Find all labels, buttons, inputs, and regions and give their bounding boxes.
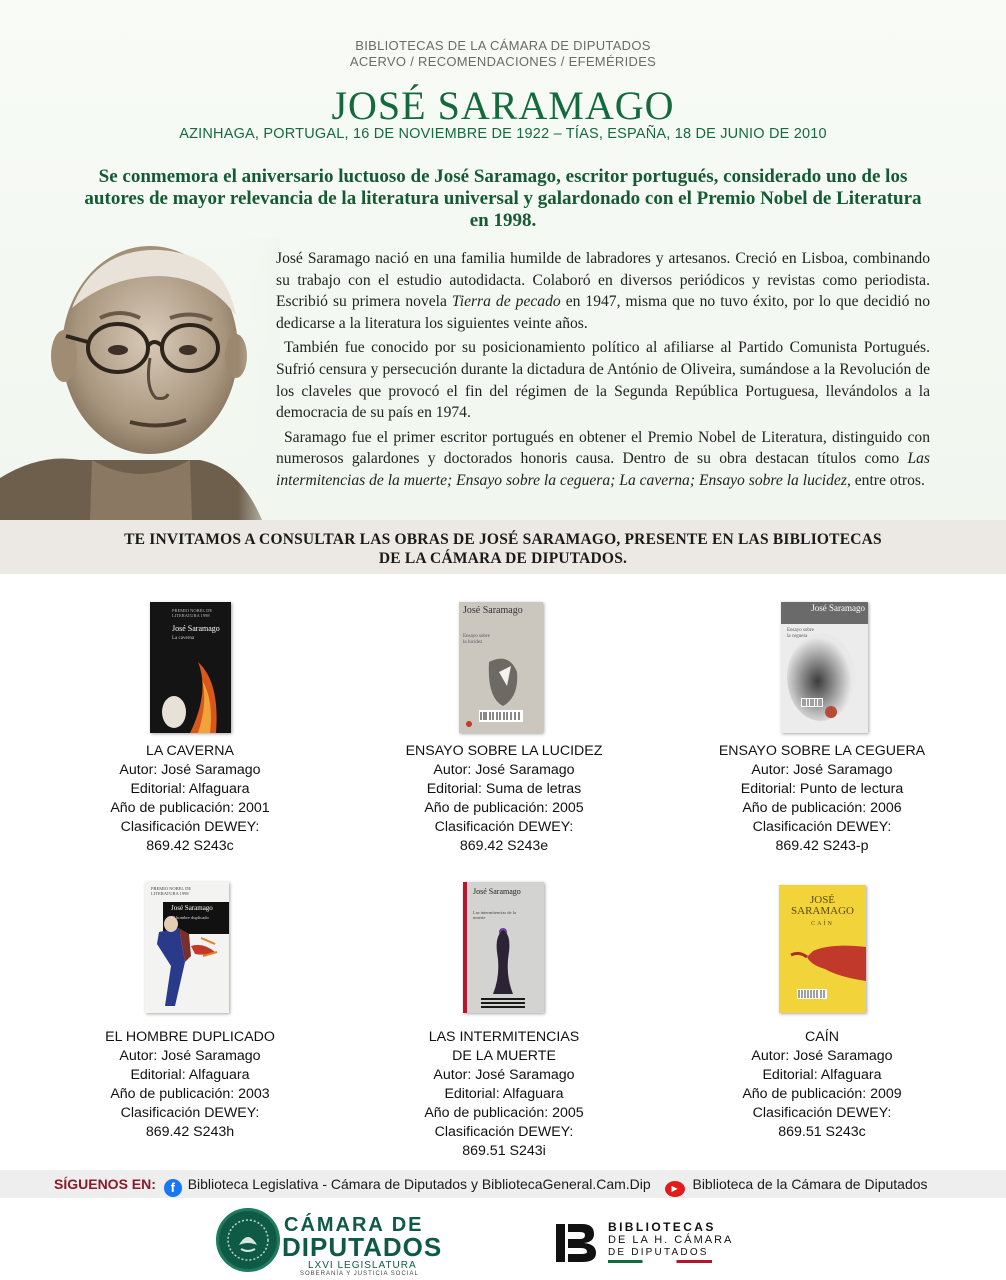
book-publisher: Editorial: Alfaguara [130,781,250,797]
cover-cain [779,885,866,1013]
book-title-reference: Tierra de pecado [451,293,561,311]
kicker [0,38,1006,70]
book-dewey: 869.51 S243i [462,1143,546,1159]
youtube-icon[interactable]: ▶ [665,1181,685,1197]
invite-text: TE INVITAMOS A CONSULTAR LAS OBRAS DE JOSÉ SARAMAGO, PRESENTE EN LAS BIBLIOTECAS DE LA CÁMARA DE DIPUTADOS. [124,531,882,567]
cover-ensayo-ceguera [781,602,868,733]
book-year: Año de publicación: 2006 [742,800,902,816]
book-author: Autor: José Saramago [751,1048,893,1064]
book-publisher: Editorial: Punto de lectura [740,781,904,797]
book-title: EL HOMBRE DUPLICADO [105,1029,275,1045]
camara-line-2: DIPUTADOS [282,1232,443,1262]
cover-ensayo-lucidez [459,602,543,733]
book-publisher: Editorial: Alfaguara [762,1067,882,1083]
youtube-link[interactable]: Biblioteca de la Cámara de Diputados [692,1176,928,1192]
bibliotecas-line-1: BIBLIOTECAS [608,1220,716,1234]
cover-author: JOSÉ SARAMAGO [791,894,854,917]
book-dewey: 869.51 S243c [778,1124,866,1140]
kicker-line-2: ACERVO / RECOMENDACIONES / EFEMÉRIDES [349,54,657,69]
book-title: ENSAYO SOBRE LA LUCIDEZ [405,743,603,759]
book-year: Año de publicación: 2009 [742,1086,902,1102]
cover-author: José Saramago [172,624,220,633]
cover-author: José Saramago [171,904,213,912]
book-titles-reference: Las intermitencias de la muerte; Ensayo sobre la ceguera; La caverna; Ensayo sobre la lucidez [276,450,930,489]
book-year: Año de publicación: 2005 [424,800,584,816]
cover-title: Ensayo sobre la ceguera [787,628,814,639]
author-portrait [0,238,280,520]
life-dates: AZINHAGA, PORTUGAL, 16 DE NOVIEMBRE DE 1922 – TÍAS, ESPAÑA, 18 DE JUNIO DE 2010 [179,126,827,142]
book-intermitencias [354,1028,654,1161]
cover-hombre-duplicado [145,882,229,1013]
book-dewey-label: Clasificación DEWEY: [434,1124,574,1140]
cover-title: La caverna [172,636,195,641]
book-dewey: 869.42 S243-p [775,838,869,854]
book-year: Año de publicación: 2005 [424,1105,584,1121]
book-dewey-label: Clasificación DEWEY: [434,819,574,835]
facebook-icon[interactable]: f [164,1179,182,1197]
book-dewey: 869.42 S243e [459,838,549,854]
cover-nobel-text: PREMIO NOBEL DE LITERATURA 1998 [172,608,213,618]
book-dewey-label: Clasificación DEWEY: [120,1105,260,1121]
book-author: Autor: José Saramago [119,1048,261,1064]
cover-title: Las intermitencias de la muerte [473,910,516,920]
book-publisher: Editorial: Alfaguara [130,1067,250,1083]
book-title: LA CAVERNA [145,743,235,759]
bio-paragraph-2: También fue conocido por su posicionamiento político al afiliarse al Partido Comunista Portugués. Sufrió censura y persecución durante la dictadura de António de Oliveira, sumándose a la Revolución de los claveles que provocó el fin del régimen de la Segunda República Portuguesa, llevándolos a la democracia de su país en 1974. [276,339,930,422]
camara-line-3: LXVI LEGISLATURA [308,1260,417,1271]
book-dewey-label: Clasificación DEWEY: [752,819,892,835]
camara-line-4: SOBERANÍA Y JUSTICIA SOCIAL [300,1271,419,1277]
page-title: JOSÉ SARAMAGO [331,83,675,128]
book-author: Autor: José Saramago [751,762,893,778]
bio-paragraph-1: José Saramago nació en una familia humilde de labradores y artesanos. Creció en Lisboa, combinando su trabajo con el estudio autodidacta. Colaboró en diversos periódicos y revistas como periodista. Escribió su primera novela Tierra de pecado en 1947, misma que no tuvo éxito, por lo que decidió no dedicarse a la literatura los siguientes veinte años. [276,250,930,332]
bibliotecas-line-3: DE DIPUTADOS [608,1247,709,1258]
mexico-seal-icon [216,1208,280,1272]
book-la-caverna [40,742,340,856]
book-title: ENSAYO SOBRE LA CEGUERA [718,743,926,759]
book-publisher: Editorial: Alfaguara [444,1086,564,1102]
social-label: SÍGUENOS EN: [54,1176,156,1192]
book-dewey-label: Clasificación DEWEY: [752,1105,892,1121]
book-year: Año de publicación: 2001 [110,800,270,816]
kicker-line-1: BIBLIOTECAS DE LA CÁMARA DE DIPUTADOS [355,38,651,53]
bibliotecas-b-icon [554,1222,598,1264]
book-author: Autor: José Saramago [119,762,261,778]
bibliotecas-line-2: DE LA H. CÁMARA [608,1234,734,1246]
biography [276,248,930,495]
book-author: Autor: José Saramago [433,1067,575,1083]
cover-intermitencias [463,882,544,1013]
cover-author: José Saramago [463,605,523,616]
book-dewey-label: Clasificación DEWEY: [120,819,260,835]
book-publisher: Editorial: Suma de letras [426,781,582,797]
cover-title: CAÍN [811,921,834,927]
cover-author: José Saramago [811,603,865,613]
book-dewey: 869.42 S243c [146,838,234,854]
book-hombre-duplicado [40,1028,340,1142]
facebook-link[interactable]: Biblioteca Legislativa - Cámara de Diputados y BibliotecaGeneral.Cam.Dip [187,1176,651,1192]
flag-stripe [608,1260,712,1263]
cover-title: Ensayo sobre la lucidez [463,634,490,645]
book-ensayo-lucidez [354,742,654,856]
book-author: Autor: José Saramago [433,762,575,778]
camara-line-1: CÁMARA DE [284,1214,424,1236]
cover-author: José Saramago [473,887,521,896]
book-title-line-2: DE LA MUERTE [452,1048,556,1064]
book-title-line-1: LAS INTERMITENCIAS [428,1029,580,1045]
book-title: CAÍN [805,1029,839,1045]
book-cain [672,1028,972,1142]
book-dewey: 869.42 S243h [145,1124,235,1140]
book-year: Año de publicación: 2003 [110,1086,270,1102]
social-links [54,1175,928,1197]
cover-nobel-text: PREMIO NOBEL DE LITERATURA 1998 [151,886,192,896]
book-ensayo-ceguera [672,742,972,856]
cover-title: El hombre duplicado [171,915,209,920]
bio-paragraph-3: Saramago fue el primer escritor portugués en obtener el Premio Nobel de Literatura, distinguido con numerosos galardones y doctorados honoris causa. Dentro de su obra destacan títulos como Las intermitencias de la muerte; Ensayo sobre la ceguera; La caverna; Ensayo sobre la lucidez, entre otros. [276,428,930,489]
lede: Se conmemora el aniversario luctuoso de José Saramago, escritor portugués, considerado uno de los autores de mayor relevancia de la literatura universal y galardonado con el Premio Nobel de Literatura en 1998. [84,166,922,231]
cover-la-caverna [150,602,231,733]
